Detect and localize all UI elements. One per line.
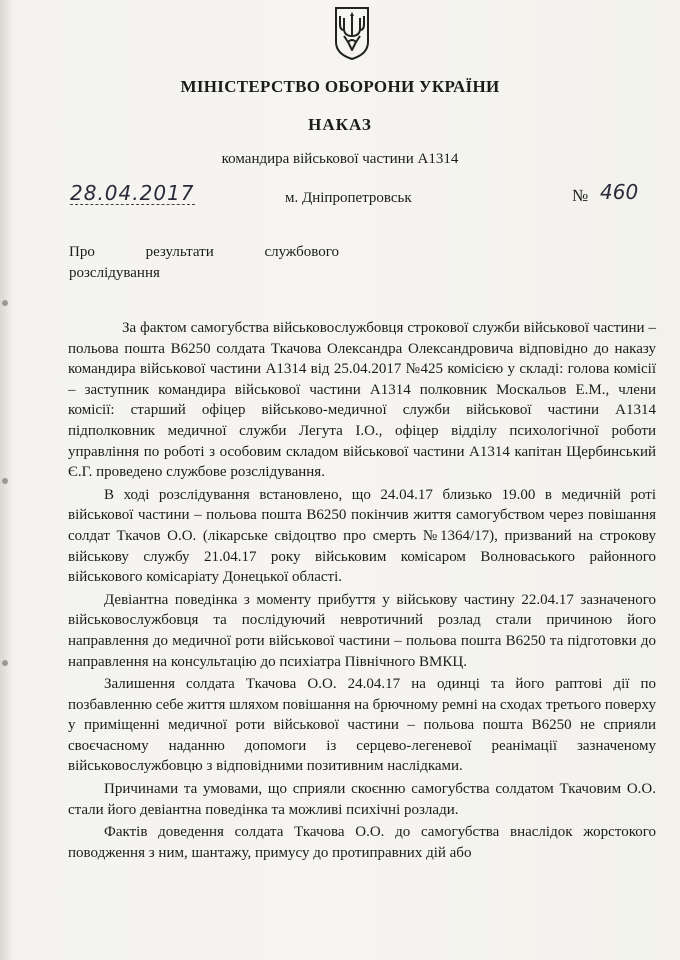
order-subject [69,242,339,284]
punch-hole [2,660,8,666]
order-title: НАКАЗ [308,115,372,134]
order-body [68,318,656,865]
subject-line: розслідування [69,265,160,281]
ministry-title: МІНІСТЕРСТВО ОБОРОНИ УКРАЇНИ [180,77,500,96]
body-paragraph: Залишення солдата Ткачова О.О. 24.04.17 на одинці та його раптові дії по позбавленню себе життя шляхом повішання на брючному ремні на сходах третього поверху у приміщенні медичної роти військової частини – польова пошта В6250 не сприяли своєчасному наданню допомоги із серцево-легеневої реанімації зазначеному військовослужбовцю з відповідними позитивним наслідками. [68,676,656,775]
body-paragraph: В ході розслідування встановлено, що 24.04.17 близько 19.00 в медичній роті військової частини – польова пошта В6250 покінчив життя самогубством через повішання солдат Ткачов О.О. (лікарське свідоцтво про смерть №1364/17), призваний на строкову військову службу 21.04.17 року військовим комісаром Волноваського районного військового комісаріату Донецької області. [68,486,656,586]
city: м. Дніпропетровськ [285,190,412,206]
punch-hole [2,300,8,306]
order-number-prefix: № [572,186,589,205]
order-date: 28.04.2017 [70,181,195,205]
body-paragraph: За фактом самогубства військовослужбовця строкової служби військової частини – польова пошта В6250 солдата Ткачова Олександра Олександровича відповідно до наказу командира військової частини А1314 від 25.04.2017 №425 комісією у складі: голова комісії – заступник командира військової частини А1314 полковник Москальов Е.М., члени комісії: старший офіцер військово-медичної служби військової частини А1314 підполковник медичної служби Легута І.О., офіцер відділу психологічної роботи управління по роботі з особовим складом військової частини А1314 капітан Щербинський Є.Г. проведено службове розслідування. [68,320,656,481]
tryzub-emblem-icon [334,6,370,60]
subject-line: Про результати службового [69,244,339,260]
commander-line: командира військової частини А1314 [221,151,459,167]
punch-hole [2,478,8,484]
body-paragraph: Фактів доведення солдата Ткачова О.О. до самогубства внаслідок жорстокого поводження з ним, шантажу, примусу до протиправних дій або [68,824,656,861]
body-paragraph: Причинами та умовами, що сприяли скоєнню самогубства солдатом Ткачовим О.О. стали його девіантна поведінка та можливі психічні розлади. [68,781,656,818]
body-paragraph: Девіантна поведінка з моменту прибуття у військову частину 22.04.17 зазначеного військовослужбовця та послідуючий невротичний розлад стали причиною його направлення до медичної роти військової частини – польова пошта В6250 та підготовки до направлення на консультацію до психіатра Північного ВМКЦ. [68,591,656,670]
order-number: 460 [600,180,639,204]
